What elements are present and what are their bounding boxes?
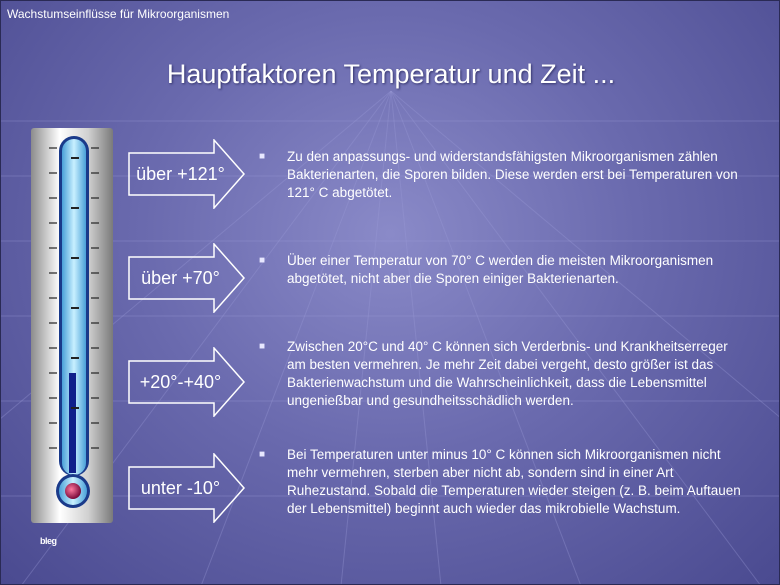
bullet-square-icon: ■ (259, 151, 266, 162)
bullet-square-icon: ■ (259, 341, 266, 352)
bullet-item (259, 148, 749, 202)
arrow-over-70 (128, 243, 246, 313)
bullet-square-icon: ■ (259, 255, 266, 266)
arrow-label: über +121° (136, 164, 225, 184)
bullet-item (259, 446, 749, 518)
slide-header: Wachstumseinflüsse für Mikroorganismen (7, 7, 230, 21)
bullet-item (259, 338, 749, 410)
bullet-text: Über einer Temperatur von 70° C werden die meisten Mikroorganismen abgetötet, nicht aber die Sporen einiger Bakterienarten. (287, 253, 714, 286)
arrow-label: über +70° (141, 268, 220, 288)
arrow-20-40 (128, 347, 246, 417)
logo: bleg (40, 536, 57, 546)
bullet-text: Zwischen 20°C und 40° C können sich Verderbnis- und Krankheitserreger am besten vermehren. Je mehr Zeit dabei vergeht, desto größer ist das Bakterienwachstum und die Wahrscheinlichkeit, dass die Lebensmittel ungenießbar und gesundheitsschädlich werden. (287, 339, 728, 408)
bullet-text: Zu den anpassungs- und widerstandsfähigsten Mikroorganismen zählen Bakterienarten, die Sporen bilden. Diese werden erst bei Temperaturen von 121° C abgetötet. (287, 149, 738, 200)
arrow-label: unter -10° (140, 478, 221, 498)
arrow-under-minus-10 (128, 453, 246, 523)
bullet-text: Bei Temperaturen unter minus 10° C können sich Mikroorganismen nicht mehr vermehren, sterben aber nicht ab, sondern sind in einer Art Ruhezustand. Sobald die Temperaturen wieder steigen (z. B. beim Auftauen der Lebensmittel) beginnt auch wieder das mikrobielle Wachstum. (287, 447, 741, 516)
bullet-square-icon: ■ (259, 449, 266, 460)
thermometer-icon (31, 128, 113, 523)
bullet-item (259, 252, 749, 288)
arrow-over-121 (128, 139, 246, 209)
slide-title: Hauptfaktoren Temperatur und Zeit ... (166, 59, 616, 89)
arrow-label: +20°-+40° (139, 372, 222, 392)
